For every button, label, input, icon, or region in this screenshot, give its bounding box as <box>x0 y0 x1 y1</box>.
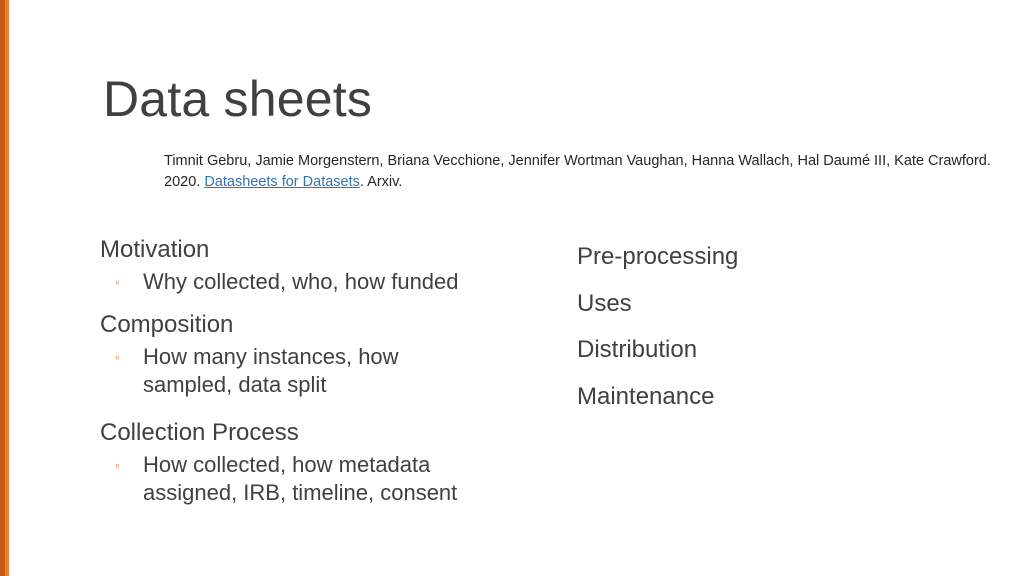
bullet-text: Why collected, who, how funded <box>143 269 459 294</box>
bullet-circle-icon: ◦ <box>115 457 120 473</box>
item-distribution: Distribution <box>577 336 698 363</box>
item-uses: Uses <box>577 289 632 317</box>
accent-bar-light <box>5 0 9 576</box>
bullet-item <box>100 343 443 399</box>
bullet-text: How many instances, how sampled, data split <box>143 344 399 397</box>
section-collection-process <box>100 417 520 507</box>
citation-authors: Timnit Gebru, Jamie Morgenstern, Briana Vecchione, Jennifer Wortman Vaughan, Hanna Wallach, Hal Daumé III, Kate Crawford. 2020. <box>164 153 991 190</box>
right-column <box>577 241 957 427</box>
bullet-text: How collected, how metadata assigned, IRB, timeline, consent <box>143 452 458 505</box>
section-motivation <box>100 234 520 296</box>
section-heading: Motivation <box>100 236 210 263</box>
bullet-item <box>100 268 520 296</box>
section-heading: Collection Process <box>100 419 299 446</box>
bullet-circle-icon: ◦ <box>115 349 120 365</box>
item-maintenance: Maintenance <box>577 382 715 410</box>
bullet-circle-icon: ◦ <box>115 274 120 290</box>
citation-link[interactable]: Datasheets for Datasets <box>204 174 360 190</box>
citation-venue: . Arxiv. <box>359 174 403 190</box>
citation <box>164 151 994 193</box>
item-pre-processing: Pre-processing <box>577 243 739 270</box>
bullet-item <box>100 451 493 507</box>
section-heading: Composition <box>100 311 234 338</box>
page-title: Data sheets <box>103 71 373 127</box>
left-column <box>100 234 520 507</box>
section-composition <box>100 309 520 399</box>
